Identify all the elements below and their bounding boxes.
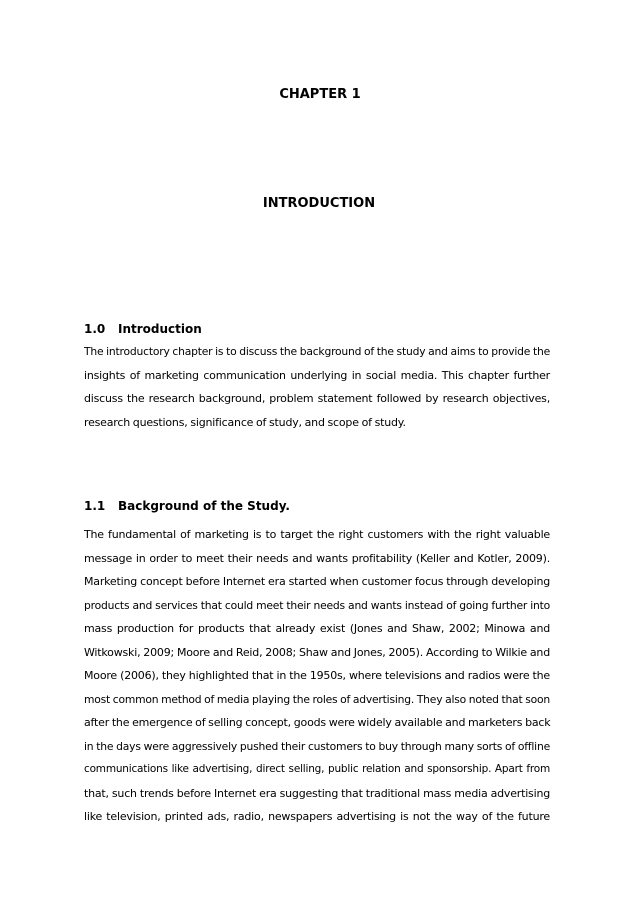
section-title: Introduction <box>118 322 202 336</box>
paragraph-line: that, such trends before Internet era suggesting that traditional mass media advertising <box>84 786 550 800</box>
paragraph-line: The introductory chapter is to discuss the background of the study and aims to provide the <box>84 345 550 358</box>
section-number: 1.0 <box>84 322 106 336</box>
paragraph-line: message in order to meet their needs and wants profitability (Keller and Kotler, 2009). <box>84 551 550 565</box>
section-heading-1-1 <box>84 499 290 514</box>
section-heading-1-0 <box>84 322 202 337</box>
paragraph-line: Marketing concept before Internet era started when customer focus through developing <box>84 575 550 588</box>
paragraph-line: communications like advertising, direct selling, public relation and sponsorship. Apart from <box>84 763 550 775</box>
paragraph-line: Moore (2006), they highlighted that in the 1950s, where televisions and radios were the <box>84 669 550 682</box>
paragraph-line: Witkowski, 2009; Moore and Reid, 2008; Shaw and Jones, 2005). According to Wilkie and <box>84 645 550 659</box>
paragraph-line: in the days were aggressively pushed their customers to buy through many sorts of offline <box>84 739 550 753</box>
paragraph-line: mass production for products that already exist (Jones and Shaw, 2002; Minowa and <box>84 622 550 635</box>
section-title: Background of the Study. <box>118 499 290 513</box>
chapter-label: CHAPTER 1 <box>279 87 361 102</box>
paragraph-line: The fundamental of marketing is to target the right customers with the right valuable <box>84 528 550 541</box>
paragraph-line: insights of marketing communication underlying in social media. This chapter further <box>84 368 550 382</box>
section-paragraph-1-1 <box>84 523 550 829</box>
paragraph-line: most common method of media playing the roles of advertising. They also noted that soon <box>84 692 551 706</box>
paragraph-line: products and services that could meet their needs and wants instead of going further into <box>84 598 550 612</box>
paragraph-line: discuss the research background, problem statement followed by research objectives, <box>84 392 550 405</box>
section-paragraph-1-0 <box>84 340 550 434</box>
chapter-title: INTRODUCTION <box>262 196 376 211</box>
section-number: 1.1 <box>84 499 106 513</box>
paragraph-line: after the emergence of selling concept, goods were widely available and marketers back <box>84 716 551 729</box>
paragraph-line: research questions, significance of study, and scope of study. <box>84 415 406 429</box>
paragraph-line: like television, printed ads, radio, newspapers advertising is not the way of the future <box>84 810 550 823</box>
